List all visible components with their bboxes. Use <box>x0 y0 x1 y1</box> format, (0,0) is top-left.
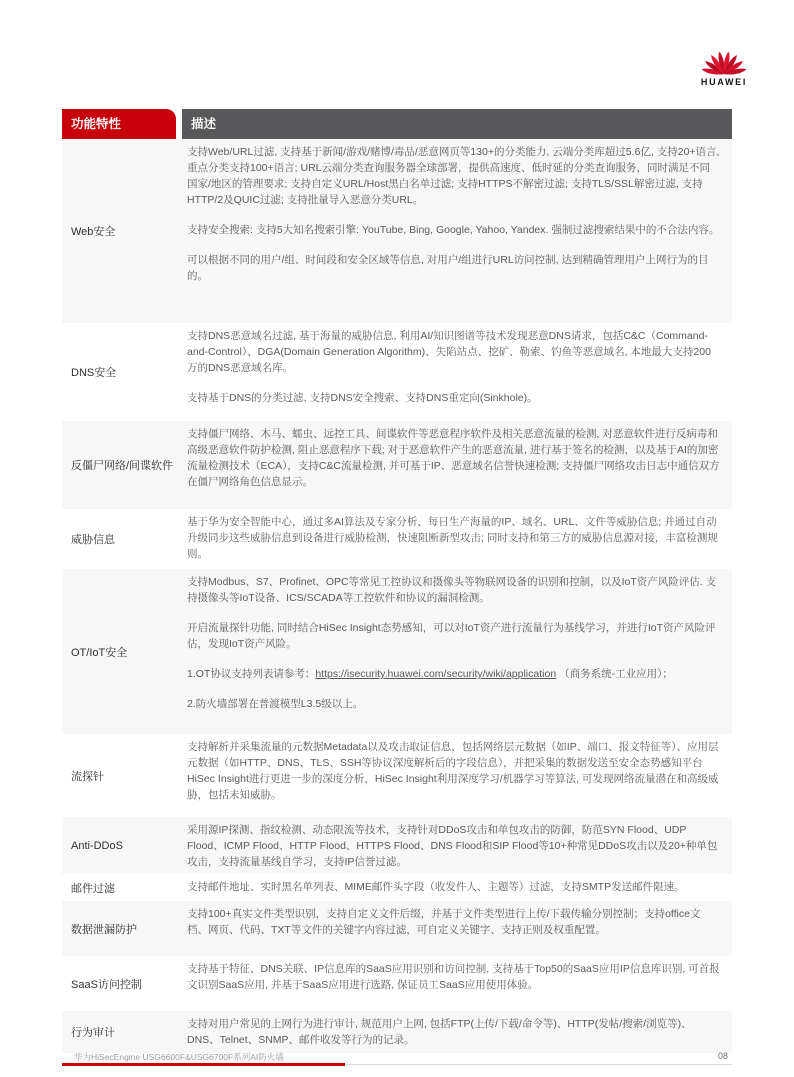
table-row <box>62 323 732 421</box>
description-paragraph <box>187 666 720 682</box>
feature-name-cell: 流探针 <box>71 770 104 783</box>
feature-description-cell <box>187 139 732 323</box>
feature-name-cell: DNS安全 <box>71 367 117 379</box>
feature-name-cell: OT/IoT安全 <box>71 646 128 659</box>
feature-table <box>62 109 732 1053</box>
feature-name-cell: 邮件过滤 <box>71 882 115 895</box>
table-body <box>62 139 732 1053</box>
feature-name-cell: 行为审计 <box>71 1027 115 1039</box>
page-footer <box>62 1051 732 1063</box>
description-paragraph: 支持Modbus、S7、Profinet、OPC等常见工控协议和摄像头等物联网设备的识别和控制，以及IoT资产风险评估. 支持摄像头等IoT设备、ICS/SCADA等工控软件和协议的漏洞检测。 <box>187 576 717 604</box>
table-row <box>62 817 732 874</box>
page-number: 08 <box>717 1051 728 1061</box>
feature-description-cell <box>187 901 732 956</box>
table-header-row <box>62 109 732 139</box>
column-header-description: 描述 <box>182 109 732 139</box>
column-header-feature: 功能特性 <box>62 109 176 139</box>
feature-description-cell <box>187 956 732 1011</box>
feature-description-cell <box>187 734 732 817</box>
description-paragraph: 支持DNS恶意域名过滤, 基于海量的威胁信息, 利用AI/知识图谱等技术发现恶意DNS请求，包括C&C（Command-and-Control）、DGA(Domain Generation Algorithm)、失陷站点、挖矿、勒索、钓鱼等恶意域名, 本地最大支持200万的DNS恶意域名库。 <box>187 330 711 374</box>
description-paragraph: 支持对用户常见的上网行为进行审计, 规范用户上网, 包括FTP(上传/下载/命令等)、HTTP(发帖/搜索/浏览等)、DNS、Telnet、SNMP、邮件收发等行为的记录。 <box>187 1018 692 1046</box>
description-paragraph: 支持解析并采集流量的元数据Metadata以及攻击取证信息，包括网络层元数据（如IP、端口、报文特征等）、应用层元数据（如HTTP、DNS、TLS、SSH等协议深度解析后的字段信息），并把采集的数据发送至安全态势感知平台HiSec Insight进行更进一步的深度分析，HiSec Insight利用深度学习/机器学习等算法, 可发现网络流量潜在和高级威胁，包括未知威胁。 <box>187 741 719 801</box>
table-row <box>62 1011 732 1053</box>
description-paragraph: 采用源IP探测、指纹检测、动态限流等技术，支持针对DDoS攻击和单包攻击的防御，防范SYN Flood、UDP Flood、ICMP Flood、HTTP Flood、HTTPS Flood、DNS Flood和SIP Flood等10+种常见DDoS攻击以及20+种单包攻击，支持流量基线自学习，支持IP信誉过滤。 <box>187 824 718 868</box>
description-paragraph: 支持邮件地址、实时黑名单列表、MIME邮件头字段（收发件人、主题等）过滤，支持SMTP发送邮件限速。 <box>187 881 685 893</box>
feature-description-cell <box>187 874 732 901</box>
table-row <box>62 734 732 817</box>
description-paragraph: 基于华为安全智能中心，通过多AI算法及专家分析，每日生产海量的IP、域名、URL、文件等威胁信息; 并通过自动升级同步这些威胁信息到设备进行威胁检测，快速阻断新型攻击; 同时支持和第三方的威胁信息源对接，丰富检测规则。 <box>187 516 718 560</box>
feature-description-cell <box>187 323 732 421</box>
description-paragraph: 支持基于特征、DNS关联、IP信息库的SaaS应用识别和访问控制, 支持基于Top50的SaaS应用IP信息库识别, 可首报文识别SaaS应用, 并基于SaaS应用进行选路, 保证员工SaaS应用使用体验。 <box>187 963 720 991</box>
table-row <box>62 874 732 901</box>
table-row <box>62 139 732 323</box>
description-paragraph: 支持安全搜索: 支持5大知名搜索引擎: YouTube, Bing, Google, Yahoo, Yandex. 强制过滤搜索结果中的不合法内容。 <box>187 224 720 236</box>
link-suffix-text: （商务系统-工业应用）； <box>556 668 673 680</box>
huawei-flower-icon <box>699 45 749 75</box>
feature-name-cell: SaaS访问控制 <box>71 978 142 991</box>
description-paragraph: 支持Web/URL过滤, 支持基于新闻/游戏/赌博/毒品/恶意网页等130+的分类能力, 云端分类库超过5.6亿, 支持20+语言, 重点分类支持100+语言; URL云端分类查询服务器全球部署，提供高速度、低时延的分类查询服务，同时满足不同国家/地区的管理要求; 支持自定义URL/Host黑白名单过滤; 支持HTTPS不解密过滤; 支持TLS/SSL解密过滤, 支持HTTP/2及QUIC过滤; 支持批量导入恶意分类URL。 <box>187 146 720 206</box>
link-prefix-text: 1.OT协议支持列表请参考： <box>187 668 316 680</box>
table-row <box>62 956 732 1011</box>
description-paragraph: 支持基于DNS的分类过滤, 支持DNS安全搜索、支持DNS重定向(Sinkhole)。 <box>187 392 538 404</box>
application-wiki-link[interactable]: https://isecurity.huawei.com/security/wiki/application <box>315 668 557 680</box>
table-row <box>62 509 732 569</box>
feature-name-cell: 反僵尸网络/间谍软件 <box>71 460 174 472</box>
feature-name-cell: 数据泄漏防护 <box>71 923 137 936</box>
description-paragraph: 支持僵尸网络、木马、蠕虫、远控工具、间谍软件等恶意程序软件及相关恶意流量的检测, 对恶意软件进行反病毒和高级恶意软件防护检测, 阻止恶意程序下载; 对于恶意软件产生的恶意流量, 进行基于签名的检测，以及基于AI的加密流量检测技术（ECA），支持C&C流量检测, 并可基于IP、恶意域名信誉快速检测; 支持僵尸网络攻击日志中通信双方在僵尸网络角色信息显示。 <box>187 428 720 488</box>
feature-description-cell <box>187 569 732 734</box>
feature-description-cell <box>187 1011 732 1053</box>
description-paragraph: 开启流量探针功能, 同时结合HiSec Insight态势感知，可以对IoT资产进行流量行为基线学习，并进行IoT资产风险评估，发现IoT资产风险。 <box>187 622 716 650</box>
feature-description-cell <box>187 509 732 569</box>
feature-name-cell: Anti-DDoS <box>71 839 123 852</box>
footer-divider <box>62 1064 732 1065</box>
feature-name-cell: Web安全 <box>71 226 116 238</box>
table-row <box>62 901 732 956</box>
table-row <box>62 569 732 734</box>
feature-name-cell: 威胁信息 <box>71 534 115 546</box>
feature-description-cell <box>187 421 732 509</box>
description-paragraph: 2.防火墙部署在普渡模型L3.5级以上。 <box>187 698 364 710</box>
huawei-wordmark: HUAWEI <box>700 77 748 87</box>
feature-description-cell <box>187 817 732 874</box>
footer-red-bar <box>62 1063 345 1066</box>
huawei-logo <box>696 45 752 87</box>
table-row <box>62 421 732 509</box>
description-paragraph: 可以根据不同的用户/组、时间段和安全区域等信息, 对用户/组进行URL访问控制, 达到精确管理用户上网行为的目的。 <box>187 254 709 282</box>
description-paragraph: 支持100+真实文件类型识别，支持自定义文件后缀，并基于文件类型进行上传/下载传输分别控制；支持office文档、网页、代码、TXT等文件的关键字内容过滤，可自定义关键字、支持正则及权重配置。 <box>187 908 701 936</box>
footer-doc-title: 华为HiSecEngine USG6600F&USG6700F系列AI防火墙 <box>74 1052 284 1062</box>
